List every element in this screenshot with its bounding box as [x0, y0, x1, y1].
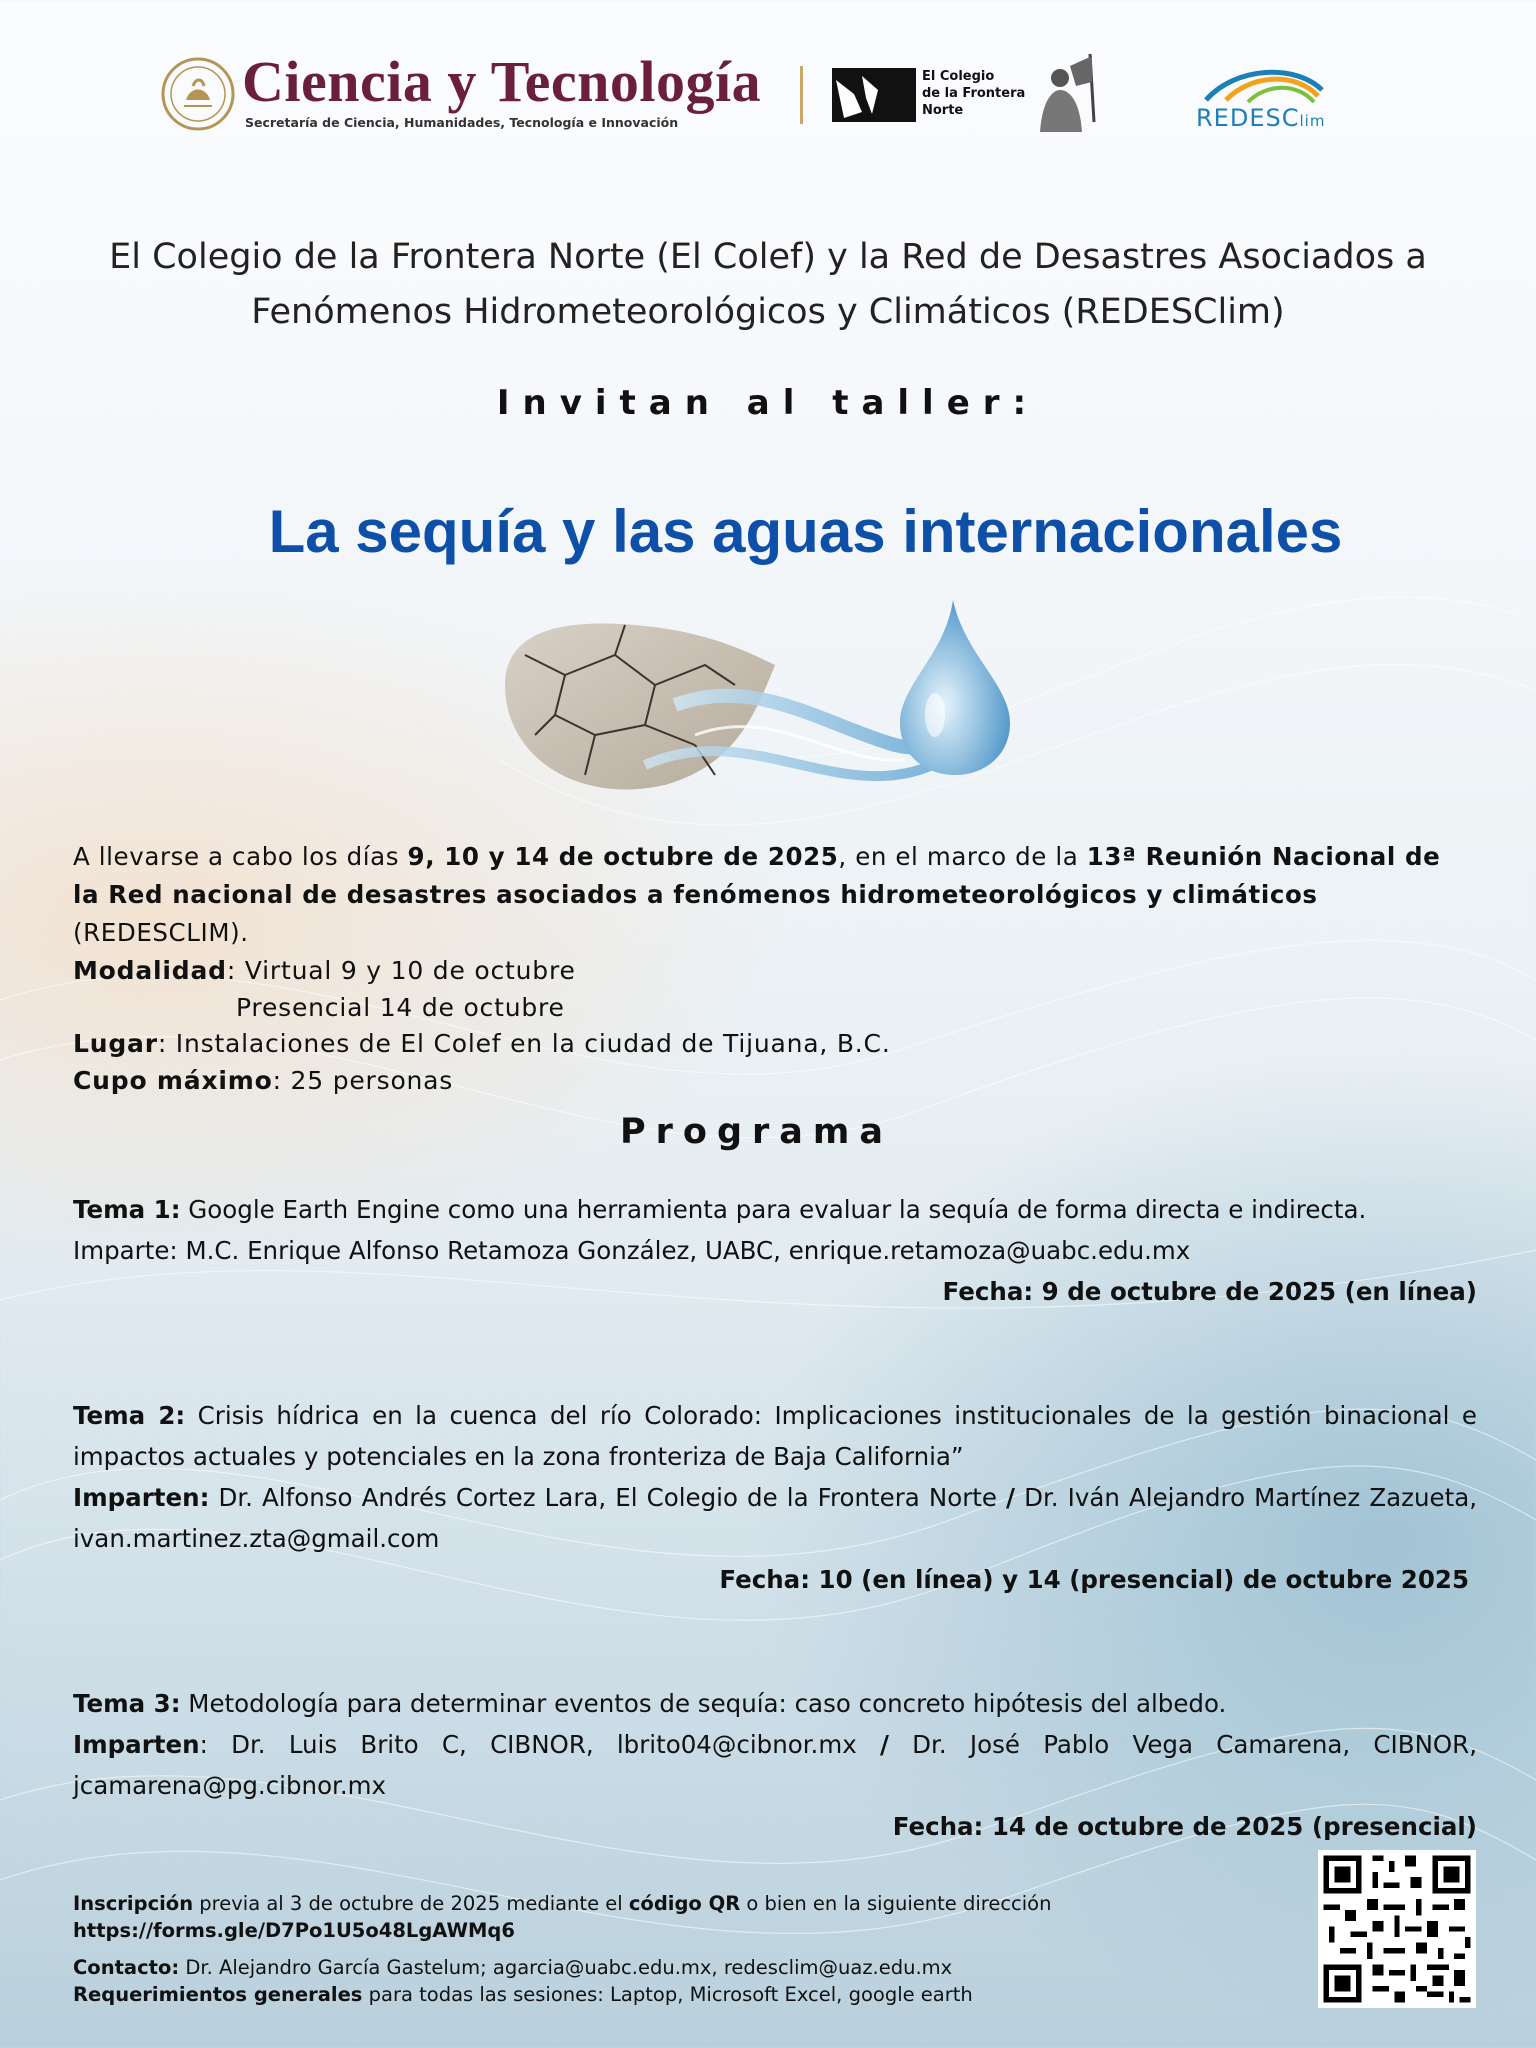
tema-1: Tema 1: Google Earth Engine como una herramienta para evaluar la sequía de forma directa e indirecta. Imparte: M.C. Enrique Alfonso Retamoza González, UABC, enrique.retamoza@uabc.edu.mx Fecha: 9 de octubre de 2025 (en línea) — [73, 1189, 1477, 1312]
gov-title: Ciencia y Tecnología — [242, 49, 762, 114]
qr-code-icon[interactable] — [1318, 1850, 1476, 2008]
cupo-line: Cupo máximo: 25 personas — [73, 1065, 454, 1095]
registration-link[interactable]: https://forms.gle/D7Po1U5o48LgAWMq6 — [73, 1919, 515, 1942]
inscripcion-line: Inscripción previa al 3 de octubre de 2025 mediante el código QR o bien en la siguiente dirección — [73, 1892, 1052, 1915]
tema-3-fecha: Fecha: 14 de octubre de 2025 (presencial) — [892, 1812, 1477, 1841]
event-dates: 9, 10 y 14 de octubre de 2025 — [407, 842, 839, 871]
modalidad-line-2: Presencial 14 de octubre — [236, 992, 565, 1022]
redesclim-logo-text: REDESClim — [1196, 104, 1326, 132]
organizers-text: El Colegio de la Frontera Norte (El Colef) y la Red de Desastres Asociados a Fenómenos Hidrometeorológicos y Climáticos (REDESClim) — [109, 237, 1427, 332]
tema-2-fecha: Fecha: 10 (en línea) y 14 (presencial) de octubre 2025 — [719, 1565, 1469, 1594]
colef-figure-icon — [1030, 52, 1104, 132]
workshop-title: La sequía y las aguas internacionales — [268, 498, 1343, 565]
intro-paragraph: A llevarse a cabo los días 9, 10 y 14 de octubre de 2025, en el marco de la 13ª Reunión Nacional de la Red nacional de desastres asociados a fenómenos hidrometeorológicos y climáticos (REDESCLIM). — [73, 842, 1441, 947]
tema-3: Tema 3: Metodología para determinar eventos de sequía: caso concreto hipótesis del albedo. Imparten: Dr. Luis Brito C, CIBNOR, lbrito04@cibnor.mx / Dr. José Pablo Vega Camarena, CIBNOR, jcamarena@pg.cibnor.mx Fecha: 14 de octubre de 2025 (presencial) — [73, 1683, 1477, 1847]
colef-name: El Colegio de la Frontera Norte — [922, 69, 1026, 118]
modalidad-line: Modalidad: Virtual 9 y 10 de octubre — [73, 956, 576, 985]
programa-heading: Programa — [620, 1112, 893, 1152]
contacto-line: Contacto: Dr. Alejandro García Gastelum; agarcia@uabc.edu.mx, redesclim@uaz.edu.mx — [73, 1956, 953, 1979]
colef-logo-icon — [832, 68, 916, 122]
tema-2: Tema 2: Crisis hídrica en la cuenca del río Colorado: Implicaciones institucionales de la gestión binacional e impactos actuales y potenciales en la zona fronteriza de Baja California” Imparten: Dr. Alfonso Andrés Cortez Lara, El Colegio de la Frontera Norte / Dr. Iván Alejandro Martínez Zazueta, ivan.martinez.zta@gmail.com Fecha: 10 (en línea) y 14 (presencial) de octubre 2025 — [73, 1395, 1477, 1600]
footer-info — [73, 1890, 1273, 2008]
gov-subtitle: Secretaría de Ciencia, Humanidades, Tecnología e Innovación — [245, 115, 679, 130]
event-details — [73, 953, 1073, 1099]
tema-1-fecha: Fecha: 9 de octubre de 2025 (en línea) — [942, 1277, 1477, 1306]
invite-heading: Invitan al taller: — [496, 383, 1040, 423]
meeting-name: 13ª Reunión Nacional de la Red nacional de desastres asociados a fenómenos hidrometeorológicos y climáticos — [73, 842, 1441, 909]
drought-water-drop-illustration — [495, 595, 1015, 805]
header-divider — [800, 66, 803, 124]
mexico-seal-icon — [160, 56, 236, 132]
requerimientos-line: Requerimientos generales para todas las sesiones: Laptop, Microsoft Excel, google earth — [73, 1983, 973, 2006]
lugar-line: Lugar: Instalaciones de El Colef en la ciudad de Tijuana, B.C. — [73, 1029, 891, 1058]
header — [0, 0, 1536, 160]
